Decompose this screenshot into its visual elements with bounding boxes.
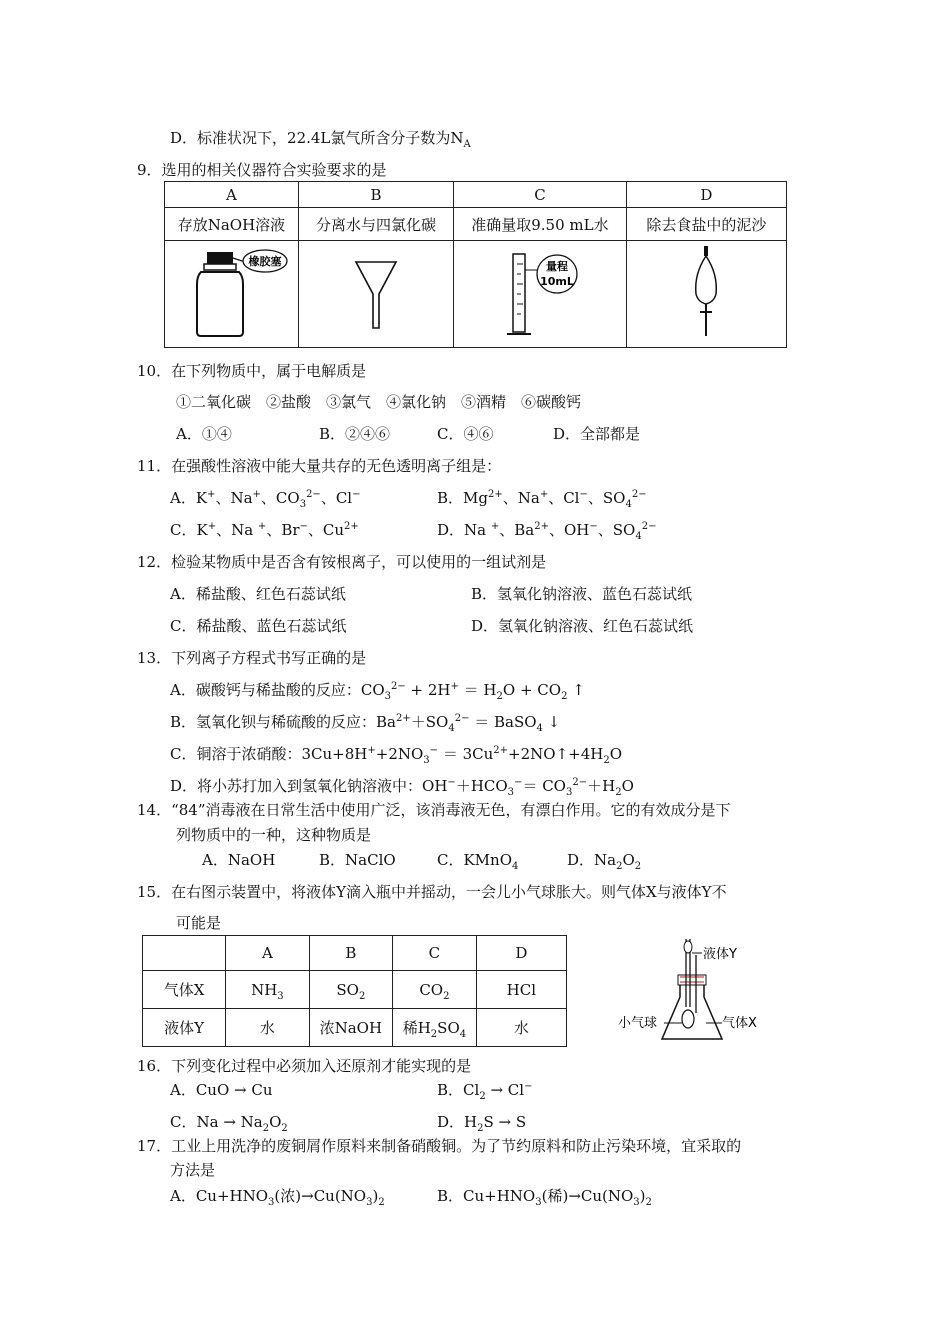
q13-stem: 13．下列离子方程式书写正确的是 (137, 649, 367, 667)
q15-header-b: B (309, 936, 393, 971)
q14-option-b: B．NaClO (319, 851, 396, 869)
q17-option-b: B．$Cu+HNO_3$(稀)$\to Cu(NO_3)_2$ (437, 1187, 652, 1208)
q15-corner (143, 936, 226, 971)
q9-header-d: D (626, 182, 786, 208)
q16-option-b: B．$Cl_2 \to Cl^-$ (437, 1081, 533, 1102)
q15-stem-line2: 可能是 (176, 914, 222, 932)
q10-option-c: C．④⑥ (437, 425, 494, 443)
q9-callout-c2: 10mL (540, 275, 574, 288)
q15-label-gas-x: 气体X (722, 1016, 757, 1031)
q10-items: ①二氧化碳 ②盐酸 ③氯气 ④氯化钠 ⑤酒精 ⑥碳酸钙 (176, 393, 582, 411)
q10-option-a: A．①④ (176, 425, 232, 443)
q15-gas-a: $NH_3$ (226, 971, 309, 1009)
q15-gas-d: HCl (476, 971, 566, 1009)
q10-option-b: B．②④⑥ (319, 425, 391, 443)
q9-image-b (298, 241, 453, 348)
q13-option-c: C．铜溶于浓硝酸：$3Cu+8H^++2NO_3^-$ ＝ $3Cu^{2+}+2NO↑+4H_2O$ (170, 745, 623, 766)
q14-stem-line1: 14．“84”消毒液在日常生活中使用广泛，该消毒液无色，有漂白作用。它的有效成分是下 (137, 801, 731, 819)
q12-option-a: A．稀盐酸、红色石蕊试纸 (170, 585, 346, 603)
q10-stem: 10．在下列物质中，属于电解质是 (137, 362, 367, 380)
q9-task-b: 分离水与四氯化碳 (298, 208, 453, 241)
funnel-icon (346, 244, 406, 344)
q15-table (142, 935, 567, 1047)
q15-gas-b: $SO_2$ (309, 971, 393, 1009)
q15-liquid-b: 浓NaOH (309, 1009, 393, 1047)
q16-option-c: C．$Na \to Na_2O_2$ (170, 1113, 288, 1134)
q11-option-d: D．Na +、$Ba^{2+}$、OH−、$SO_4^{2-}$ (437, 521, 657, 542)
q9-task-a: 存放NaOH溶液 (165, 208, 299, 241)
q15-stem-line1: 15．在右图示装置中，将液体Y滴入瓶中并摇动，一会儿小气球胀大。则气体X与液体Y不 (137, 883, 727, 901)
q9-header-c: C (454, 182, 627, 208)
q11-stem: 11．在强酸性溶液中能大量共存的无色透明离子组是： (137, 457, 502, 475)
q8-option-d: D．标准状况下，22.4L氯气所含分子数为$N_A$ (170, 129, 471, 150)
q9-image-a (165, 241, 299, 348)
q15-row-gas-label: 气体X (143, 971, 226, 1009)
q9-image-d (626, 241, 786, 348)
q15-label-balloon: 小气球 (618, 1016, 658, 1031)
q15-gas-c: $CO_2$ (393, 971, 477, 1009)
q11-option-c: C．K+、Na +、Br−、$Cu^{2+}$ (170, 521, 359, 539)
q13-option-a: A．碳酸钙与稀盐酸的反应：$CO_3^{2-} + 2H^+ = H_2O + CO_2$ ↑ (170, 681, 585, 702)
q15-label-liquid-y: 液体Y (703, 947, 737, 962)
q17-stem-line2: 方法是 (170, 1161, 216, 1179)
q9-header-a: A (165, 182, 299, 208)
q15-apparatus-diagram (610, 935, 780, 1050)
q15-header-d: D (476, 936, 566, 971)
q9-task-c: 准确量取9.50 mL水 (454, 208, 627, 241)
q9-image-c (454, 241, 627, 348)
q12-stem: 12．检验某物质中是否含有铵根离子，可以使用的一组试剂是 (137, 553, 547, 571)
q17-stem-line1: 17．工业上用洗净的废铜屑作原料来制备硝酸铜。为了节约原料和防止污染环境，宜采取的 (137, 1137, 742, 1155)
q16-option-d: D．$H_2S \to S$ (437, 1113, 527, 1134)
q14-option-a: A．NaOH (202, 851, 276, 869)
q15-liquid-c: 稀$H_2SO_4$ (393, 1009, 477, 1047)
q13-option-b: B．氢氧化钡与稀硫酸的反应：$Ba^{2+}+SO_4^{2-}$ ＝ BaSO$_4$ ↓ (170, 713, 561, 734)
q16-option-a: A．CuO → Cu (170, 1081, 273, 1099)
q17-option-a: A．$Cu+HNO_3$(浓)$\to Cu(NO_3)_2$ (170, 1187, 385, 1208)
separatory-funnel-icon (676, 244, 736, 344)
q9-table (164, 181, 787, 348)
q10-option-d: D．全部都是 (553, 425, 641, 443)
q12-option-b: B．氢氧化钠溶液、蓝色石蕊试纸 (471, 585, 693, 603)
q14-option-d: D．$Na_2O_2$ (567, 851, 642, 872)
q15-row-liquid-label: 液体Y (143, 1009, 226, 1047)
q15-header-a: A (226, 936, 309, 971)
q14-stem-line2: 列物质中的一种，这种物质是 (176, 826, 372, 844)
q9-header-b: B (298, 182, 453, 208)
q12-option-c: C．稀盐酸、蓝色石蕊试纸 (170, 617, 347, 635)
q15-liquid-d: 水 (476, 1009, 566, 1047)
q11-option-b: B．$Mg^{2+}$、Na+、Cl−、$SO_4^{2-}$ (437, 489, 647, 510)
q13-option-d: D．将小苏打加入到氢氧化钠溶液中：$OH^-+HCO_3^-= CO_3^{2-}+H_2O$ (170, 777, 634, 798)
q14-option-c: C．KMnO$_4$ (437, 851, 519, 872)
q15-header-c: C (393, 936, 477, 971)
q9-task-d: 除去食盐中的泥沙 (626, 208, 786, 241)
reagent-bottle-icon (171, 244, 291, 344)
q12-option-d: D．氢氧化钠溶液、红色石蕊试纸 (471, 617, 694, 635)
q9-callout-a: 橡胶塞 (248, 255, 282, 268)
q9-callout-c1: 量程 (545, 260, 568, 273)
q11-option-a: A．K+、Na+、$CO_3^{2-}$、Cl− (170, 489, 361, 510)
q16-stem: 16．下列变化过程中必须加入还原剂才能实现的是 (137, 1057, 472, 1075)
q9-stem: 9．选用的相关仪器符合实验要求的是 (137, 161, 387, 179)
graduated-cylinder-icon (485, 244, 595, 344)
q15-liquid-a: 水 (226, 1009, 309, 1047)
